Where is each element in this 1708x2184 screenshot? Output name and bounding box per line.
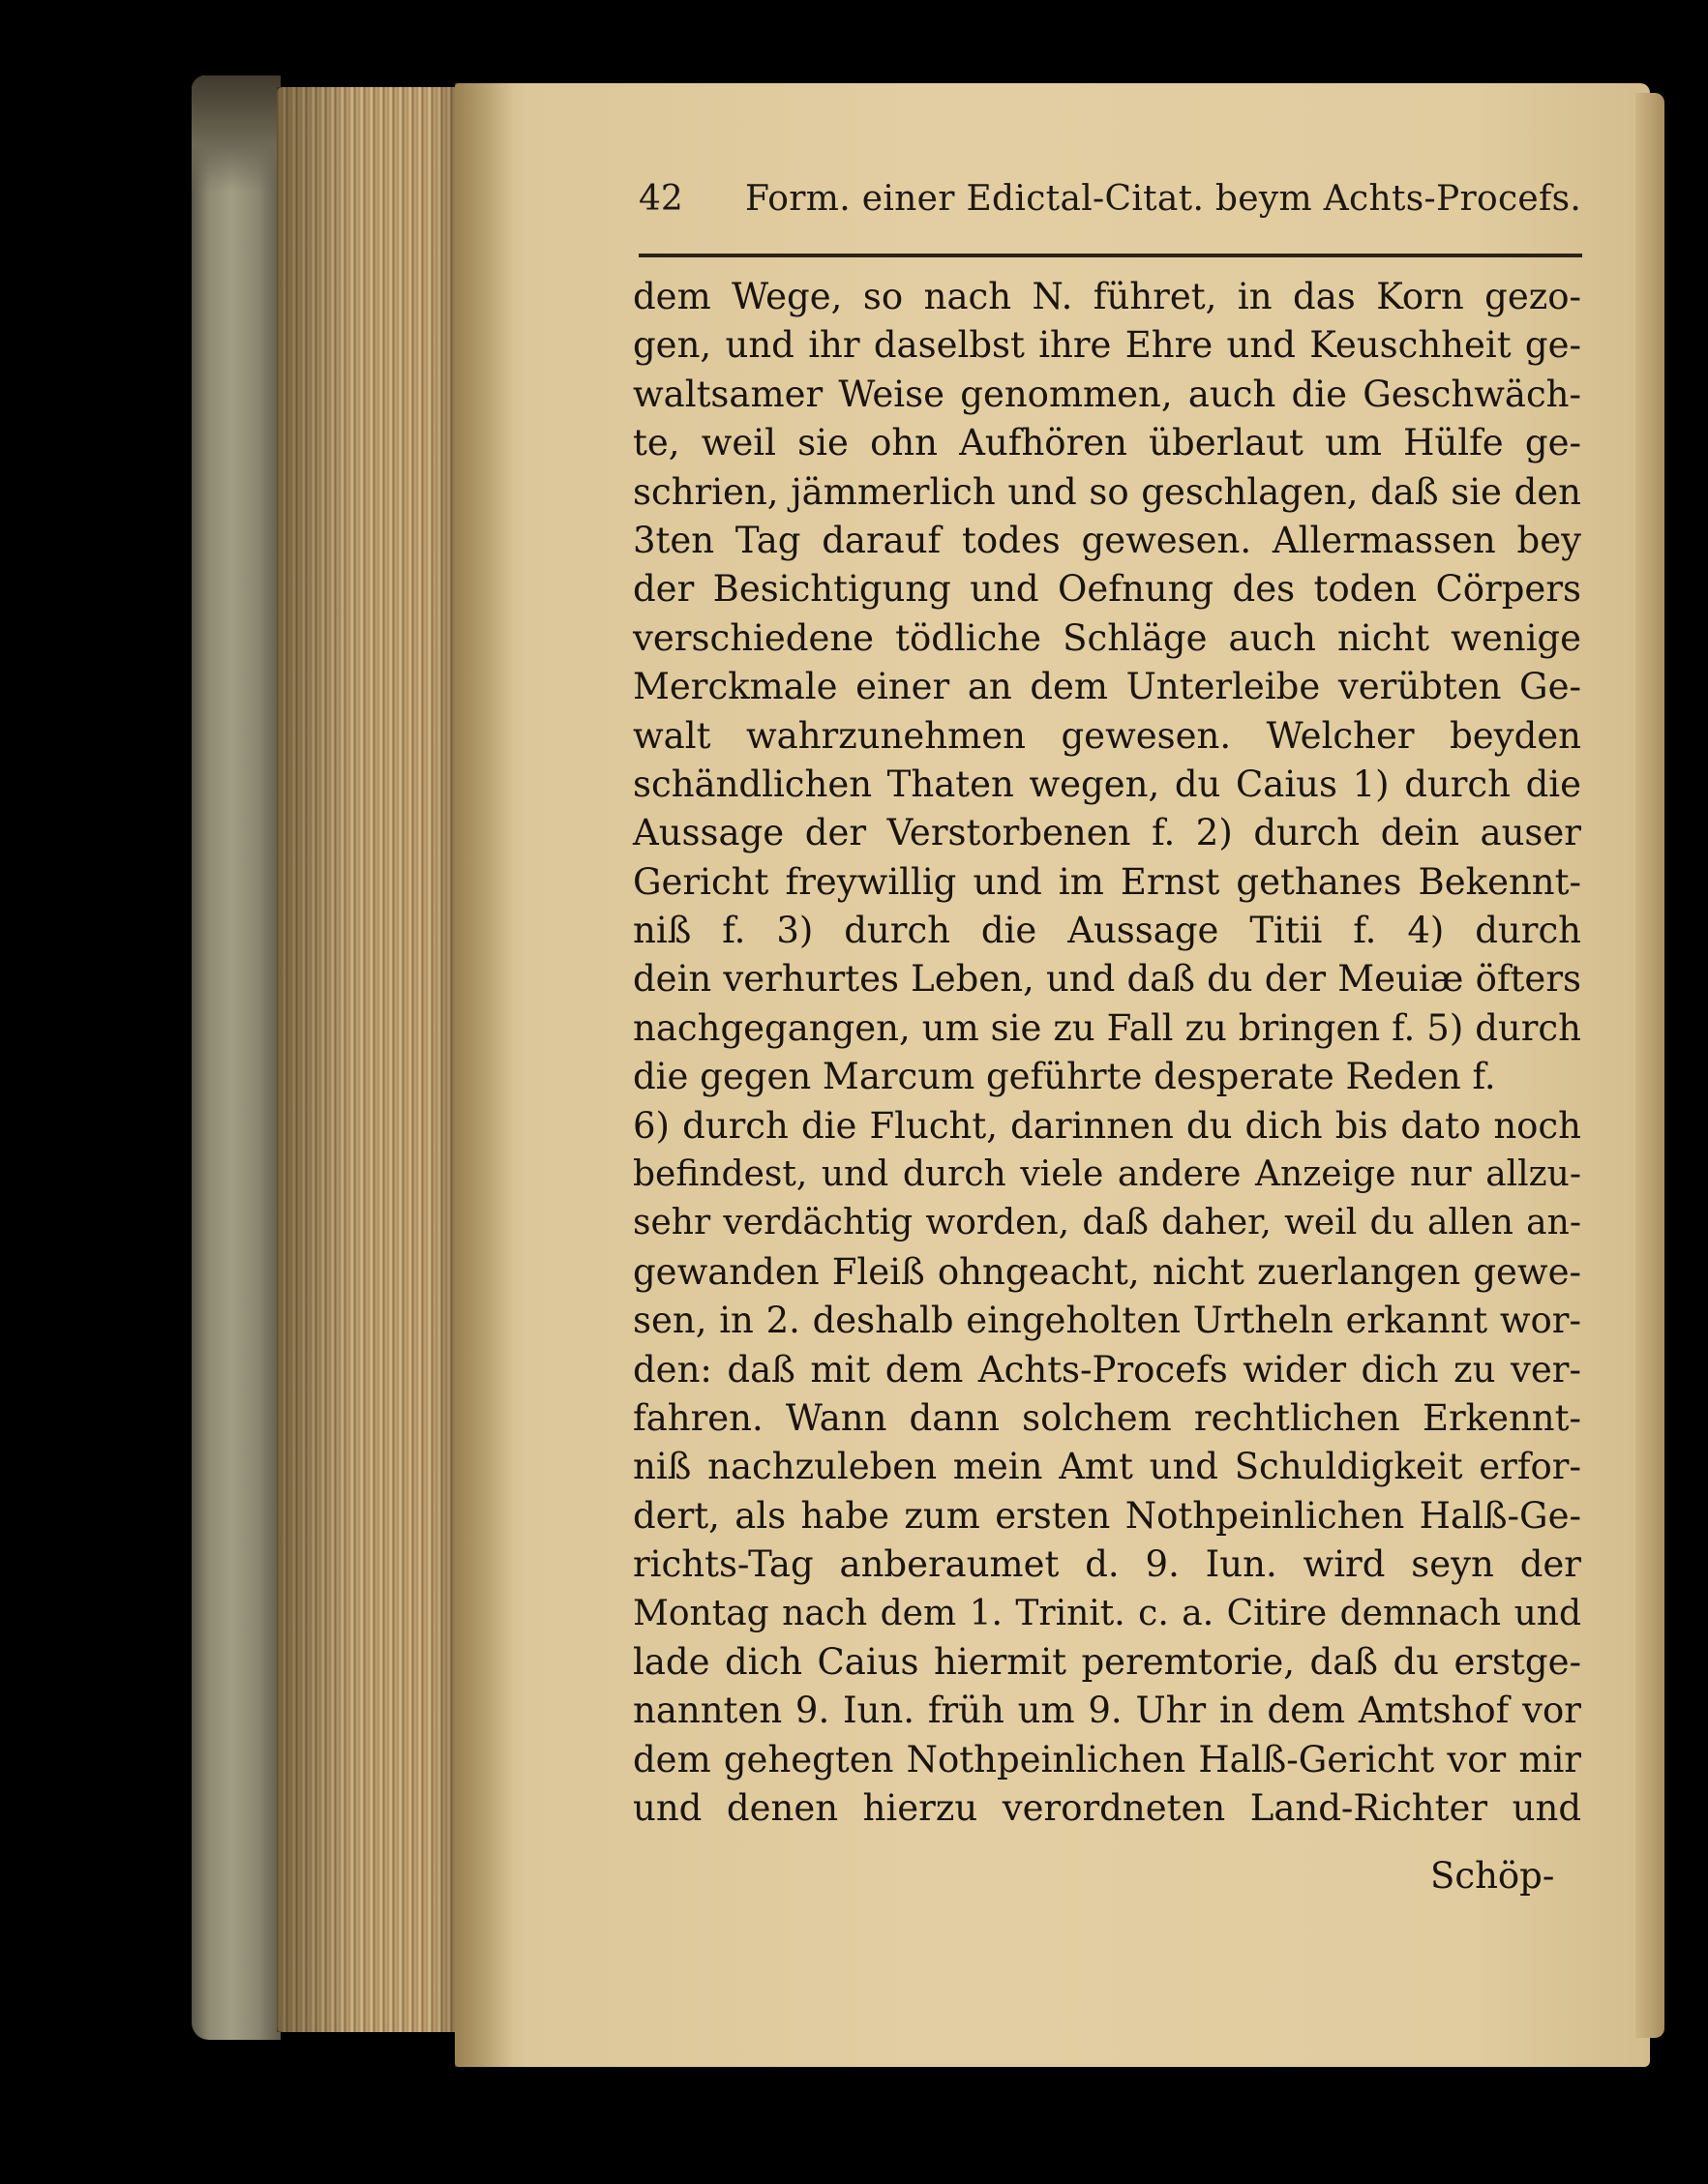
header-rule xyxy=(639,254,1582,257)
text-line: die gegen Marcum geführte desperate Reden f. xyxy=(633,1056,1496,1098)
text-line: niß f. 3) durch die Aussage Titii f. 4) durch xyxy=(633,910,1581,952)
text-line: nachgegangen, um sie zu Fall zu bringen f. 5) durch xyxy=(633,1006,1581,1049)
text-line: walt wahrzunehmen gewesen. Welcher beyden xyxy=(633,714,1581,757)
text-line: Aussage der Verstorbenen f. 2) durch dein auser xyxy=(633,812,1581,854)
catchword: Schöp- xyxy=(1430,1855,1555,1897)
text-line: dem gehegten Nothpeinlichen Halß-Gericht vor mir xyxy=(633,1738,1581,1780)
text-line: niß nachzuleben mein Amt und Schuldigkeit erfor- xyxy=(633,1446,1581,1488)
text-line: dem Wege, so nach N. führet, in das Korn gezo- xyxy=(633,276,1581,317)
text-line: waltsamer Weise genommen, auch die Geschwäch- xyxy=(633,373,1581,415)
text-line: fahren. Wann dann solchem rechtlichen Erkennt- xyxy=(633,1396,1581,1439)
text-line: den: daß mit dem Achts-Procefs wider dich zu ver- xyxy=(633,1348,1581,1391)
text-line: richts-Tag anberaumet d. 9. Iun. wird seyn der xyxy=(633,1543,1581,1586)
text-line: lade dich Caius hiermit peremtorie, daß du erstge- xyxy=(633,1640,1581,1683)
running-title: Form. einer Edictal-Citat. beym Achts-Procefs. xyxy=(745,179,1582,219)
body-text xyxy=(633,273,1581,1834)
text-line: gen, und ihr daselbst ihre Ehre und Keuschheit ge- xyxy=(633,324,1581,367)
page-number: 42 xyxy=(639,179,683,219)
book-cover xyxy=(192,75,281,2040)
text-line: Gericht freywillig und im Ernst gethanes Bekennt- xyxy=(633,860,1581,903)
text-line: sen, in 2. deshalb eingeholten Urtheln erkannt wor- xyxy=(633,1300,1581,1342)
text-line: nannten 9. Iun. früh um 9. Uhr in dem Amtshof vor xyxy=(633,1690,1581,1732)
page-gutter-shadow xyxy=(455,83,513,2067)
text-line: dert, als habe zum ersten Nothpeinlichen Halß-Ge- xyxy=(633,1494,1581,1537)
text-line: und denen hierzu verordneten Land-Richter und xyxy=(633,1787,1581,1830)
text-line: schändlichen Thaten wegen, du Caius 1) durch die xyxy=(633,763,1581,805)
text-line: sehr verdächtig worden, daß daher, weil du allen an- xyxy=(633,1203,1581,1243)
text-line: Merckmale einer an dem Unterleibe verübten Ge- xyxy=(633,666,1581,708)
text-line: verschiedene tödliche Schläge auch nicht wenige xyxy=(633,616,1581,659)
text-line: 6) durch die Flucht, darinnen du dich bis dato noch xyxy=(633,1104,1581,1147)
text-line: schrien, jämmerlich und so geschlagen, daß sie den xyxy=(633,470,1581,513)
cover-spine-shadow xyxy=(192,75,281,192)
text-line: Montag nach dem 1. Trinit. c. a. Citire demnach und xyxy=(633,1593,1581,1633)
page-block-shading xyxy=(277,87,470,2032)
text-line: gewanden Fleiß ohngeacht, nicht zuerlangen gewe- xyxy=(633,1250,1581,1293)
text-line: dein verhurtes Leben, und daß du der Meuiæ öfters xyxy=(633,958,1581,1001)
text-line: der Besichtigung und Oefnung des toden Cörpers xyxy=(633,568,1581,611)
running-head xyxy=(639,179,1597,237)
text-line: befindest, und durch viele andere Anzeige nur allzu- xyxy=(633,1154,1581,1195)
text-line: te, weil sie ohn Aufhören überlaut um Hülfe ge- xyxy=(633,422,1581,464)
page-right-edge xyxy=(1635,93,1664,2038)
text-line: 3ten Tag darauf todes gewesen. Allermassen bey xyxy=(633,519,1581,561)
